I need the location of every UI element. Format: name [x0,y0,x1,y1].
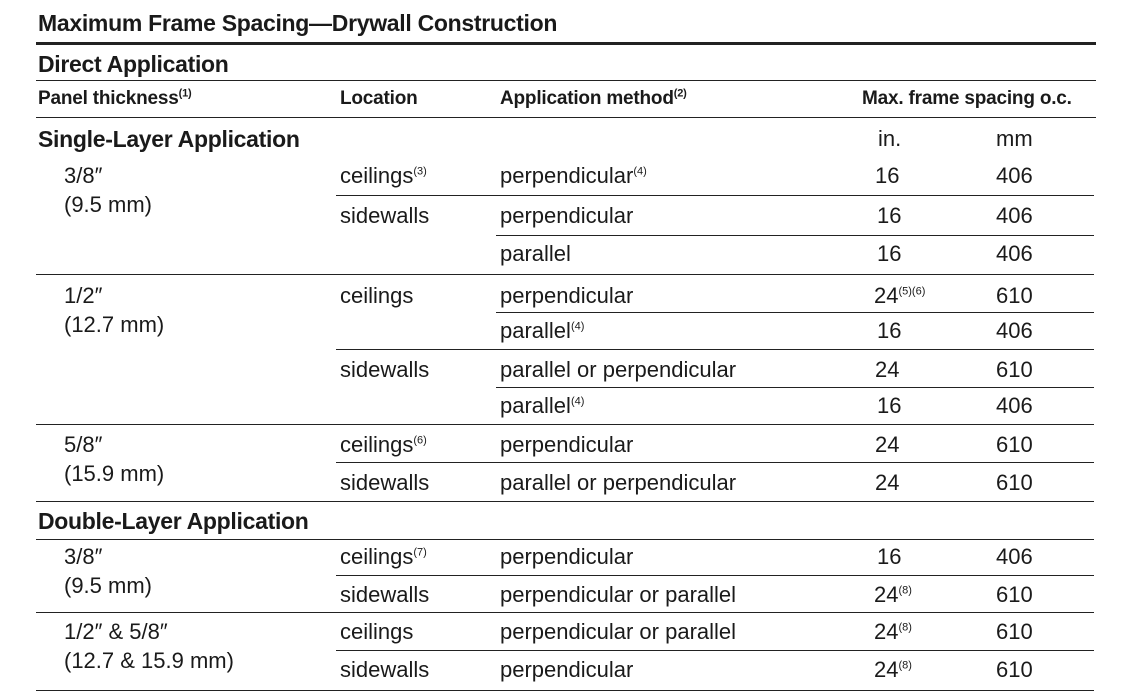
unit-in: in. [878,126,902,151]
method-cell: perpendicular [500,203,634,228]
spacing-mm-cell: 610 [996,283,1033,308]
thickness-metric: (9.5 mm) [64,573,152,598]
location-cell: sidewalls [340,470,430,495]
method-cell: parallel$^{(4)}$ [500,318,585,343]
location-cell: ceilings [340,283,414,308]
row-rule [336,349,1094,350]
thickness-label: 1/2″ & 5/8″ [64,619,168,644]
spacing-in-cell: 24$^{(8)}$ [874,582,912,607]
spacing-in-cell: 16 [877,203,902,228]
location-cell: ceilings$^{(3)}$ [340,163,427,188]
spacing-in-cell: 24$^{(8)}$ [874,619,912,644]
spacing-in-cell: 16 [877,544,902,569]
spacing-mm-cell: 406 [996,203,1033,228]
spacing-in-cell: 16 [877,318,902,343]
method-cell: perpendicular [500,432,634,457]
group-rule [36,612,1094,613]
row-rule [336,650,1094,651]
location-cell: sidewalls [340,203,430,228]
location-cell: sidewalls [340,357,430,382]
spacing-mm-cell: 610 [996,657,1033,682]
group-rule [36,424,1094,425]
table-subtitle: Direct Application [38,51,229,77]
thickness-metric: (15.9 mm) [64,461,165,486]
row-rule [336,195,1094,196]
table-bottom-rule [36,690,1094,691]
method-cell: perpendicular [500,283,634,308]
header-panel-thickness: Panel thickness$^{(1)}$ [38,87,192,109]
section-rule [36,539,1094,540]
spacing-in-cell: 24 [875,357,900,382]
location-cell: sidewalls [340,582,430,607]
spacing-mm-cell: 610 [996,357,1033,382]
thickness-metric: (12.7 & 15.9 mm) [64,648,234,673]
row-rule [496,312,1094,313]
table-title: Maximum Frame Spacing—Drywall Construction [38,10,558,36]
thickness-metric: (9.5 mm) [64,192,152,217]
spacing-mm-cell: 610 [996,582,1033,607]
spacing-mm-cell: 610 [996,470,1033,495]
spacing-in-cell: 16 [875,163,900,188]
method-cell: parallel$^{(4)}$ [500,393,585,418]
method-cell: parallel or perpendicular [500,470,737,495]
location-cell: ceilings$^{(6)}$ [340,432,427,457]
method-cell: parallel or perpendicular [500,357,737,382]
section-rule [36,501,1094,502]
unit-mm: mm [996,126,1033,151]
subtitle-rule [36,80,1096,81]
spacing-in-cell: 16 [877,241,902,266]
method-cell: perpendicular$^{(4)}$ [500,163,647,188]
row-rule [496,235,1094,236]
location-cell: sidewalls [340,657,430,682]
row-rule [496,387,1094,388]
method-cell: perpendicular or parallel [500,582,737,607]
row-rule [336,575,1094,576]
spacing-mm-cell: 406 [996,163,1033,188]
spacing-in-cell: 24 [875,470,900,495]
group-rule [36,274,1094,275]
spacing-in-cell: $24^{(5)(6)}$ [874,283,926,308]
section-double-layer: Double-Layer Application [38,508,309,534]
header-location: Location [340,88,418,109]
spacing-mm-cell: 610 [996,619,1033,644]
spacing-mm-cell: 406 [996,544,1033,569]
method-cell: perpendicular or parallel [500,619,737,644]
spacing-in-cell: 24$^{(8)}$ [874,657,912,682]
row-rule [336,462,1094,463]
title-rule [36,42,1096,45]
location-cell: ceilings [340,619,414,644]
location-cell: ceilings$^{(7)}$ [340,544,427,569]
header-rule [36,117,1096,118]
spacing-mm-cell: 406 [996,393,1033,418]
thickness-label: 1/2″ [64,283,103,308]
section-single-layer: Single-Layer Application [38,126,300,152]
spacing-in-cell: 16 [877,393,902,418]
spacing-in-cell: 24 [875,432,900,457]
method-cell: parallel [500,241,571,266]
header-application-method: Application method$^{(2)}$ [500,87,687,109]
method-cell: perpendicular [500,544,634,569]
header-max-spacing: Max. frame spacing o.c. [862,88,1072,109]
method-cell: perpendicular [500,657,634,682]
spacing-mm-cell: 406 [996,318,1033,343]
spacing-mm-cell: 406 [996,241,1033,266]
thickness-label: 3/8″ [64,163,103,188]
thickness-metric: (12.7 mm) [64,312,165,337]
thickness-label: 5/8″ [64,432,103,457]
thickness-label: 3/8″ [64,544,103,569]
spacing-mm-cell: 610 [996,432,1033,457]
